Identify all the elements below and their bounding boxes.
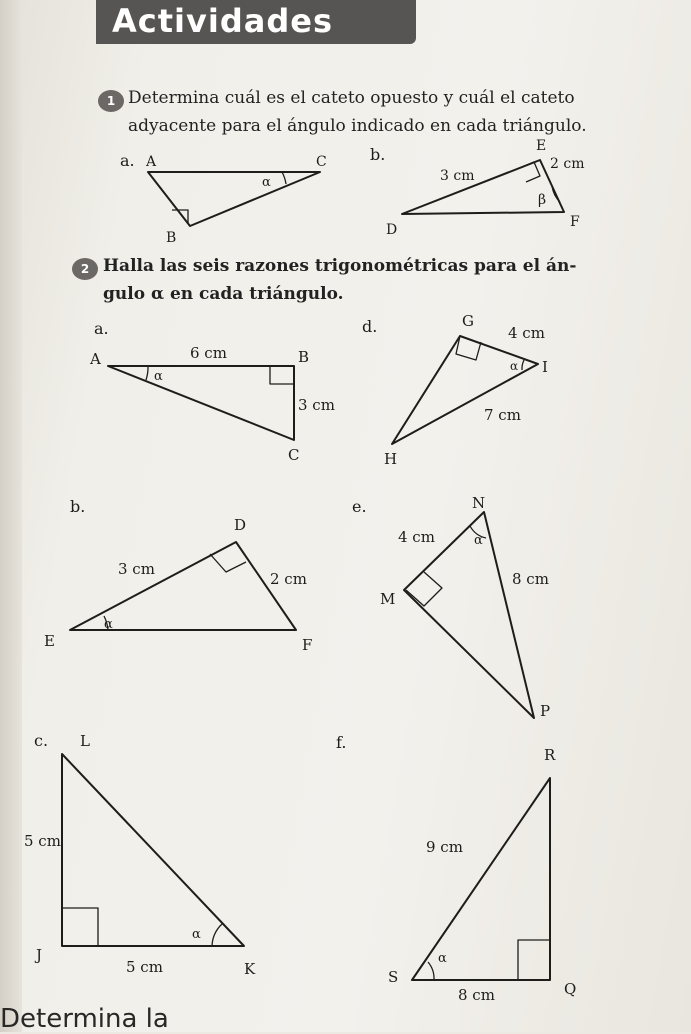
ex2-triangle-c bbox=[62, 754, 244, 946]
ex2-e-side-np: 8 cm bbox=[512, 570, 549, 588]
ex2-b-angle: α bbox=[104, 617, 113, 632]
ex2-f-side-sq: 8 cm bbox=[458, 986, 495, 1004]
ex1-a-angle: α bbox=[262, 175, 271, 190]
ex1-b-angle: β bbox=[538, 192, 547, 208]
ex2-triangle-f bbox=[412, 778, 550, 980]
ex2-d-vertex-g: G bbox=[462, 312, 474, 330]
ex2-c-angle: α bbox=[192, 927, 201, 942]
ex2-d-vertex-i: I bbox=[542, 358, 548, 376]
ex2-a-side-ab: 6 cm bbox=[190, 344, 227, 362]
ex2-e-angle: α bbox=[474, 533, 483, 548]
ex2-a-angle: α bbox=[154, 369, 163, 384]
exercise-2-badge: 2 bbox=[72, 258, 98, 280]
ex2-c-side-lj: 5 cm bbox=[24, 832, 61, 850]
ex2-d-vertex-h: H bbox=[384, 450, 398, 468]
ex2-e-vertex-n: N bbox=[472, 494, 486, 512]
ex2-e-label: e. bbox=[352, 497, 367, 516]
ex1-b-side-ef: 2 cm bbox=[550, 156, 585, 172]
ex2-e-vertex-m: M bbox=[380, 590, 396, 608]
ex2-c-label: c. bbox=[34, 731, 49, 750]
ex1-b-vertex-e: E bbox=[536, 138, 547, 154]
exercise-2-line-1: Halla las seis razones trigonométricas para el án- bbox=[103, 256, 577, 276]
ex1-b-side-de: 3 cm bbox=[440, 168, 475, 184]
ex2-f-angle: α bbox=[438, 951, 447, 966]
ex2-e-side-nm: 4 cm bbox=[398, 528, 435, 546]
ex2-b-vertex-f: F bbox=[302, 636, 313, 654]
cutoff-footer-text: Determina la bbox=[0, 1004, 169, 1034]
ex2-c-side-jk: 5 cm bbox=[126, 958, 163, 976]
exercise-1-line-1: Determina cuál es el cateto opuesto y cuál el cateto bbox=[128, 88, 575, 108]
ex1-b-vertex-d: D bbox=[386, 222, 398, 238]
ex2-d-angle: α bbox=[510, 359, 519, 373]
ex2-e-vertex-p: P bbox=[540, 702, 551, 720]
ex2-a-vertex-c: C bbox=[288, 446, 300, 464]
ex2-a-label: a. bbox=[94, 319, 109, 338]
ex2-b-vertex-e: E bbox=[44, 632, 55, 650]
ex2-c-vertex-j: J bbox=[36, 946, 43, 964]
ex2-a-side-bc: 3 cm bbox=[298, 396, 335, 414]
ex1-a-label: a. bbox=[120, 151, 135, 170]
ex2-f-label: f. bbox=[336, 733, 347, 752]
ex2-c-vertex-k: K bbox=[244, 960, 256, 978]
ex2-b-label: b. bbox=[70, 497, 86, 516]
page-title: Actividades bbox=[112, 2, 333, 40]
exercise-1-badge: 1 bbox=[98, 90, 124, 112]
ex2-a-vertex-a: A bbox=[90, 350, 101, 368]
ex2-d-label: d. bbox=[362, 317, 378, 336]
ex2-f-vertex-r: R bbox=[544, 746, 556, 764]
ex1-a-vertex-a: A bbox=[146, 154, 157, 170]
ex2-c-vertex-l: L bbox=[80, 732, 90, 750]
exercise-1-line-2: adyacente para el ángulo indicado en cada triángulo. bbox=[128, 116, 587, 136]
ex2-a-vertex-b: B bbox=[298, 348, 310, 366]
ex2-d-side-hi: 7 cm bbox=[484, 406, 521, 424]
ex1-b-vertex-f: F bbox=[570, 214, 580, 230]
ex1-b-label: b. bbox=[370, 145, 386, 164]
ex2-f-vertex-q: Q bbox=[564, 980, 577, 998]
ex1-triangle-a bbox=[148, 172, 320, 226]
ex2-triangle-d bbox=[392, 336, 538, 444]
ex2-b-vertex-d: D bbox=[234, 516, 247, 534]
ex1-a-vertex-c: C bbox=[316, 154, 327, 170]
ex2-f-vertex-s: S bbox=[388, 968, 399, 986]
ex1-a-vertex-b: B bbox=[166, 230, 177, 246]
ex2-triangle-a bbox=[108, 366, 294, 440]
ex2-b-side-df: 2 cm bbox=[270, 570, 307, 588]
ex2-b-side-ed: 3 cm bbox=[118, 560, 155, 578]
ex2-d-side-gi: 4 cm bbox=[508, 324, 545, 342]
ex2-f-side-rs: 9 cm bbox=[426, 838, 463, 856]
exercise-2-line-2: gulo α en cada triángulo. bbox=[103, 284, 344, 304]
